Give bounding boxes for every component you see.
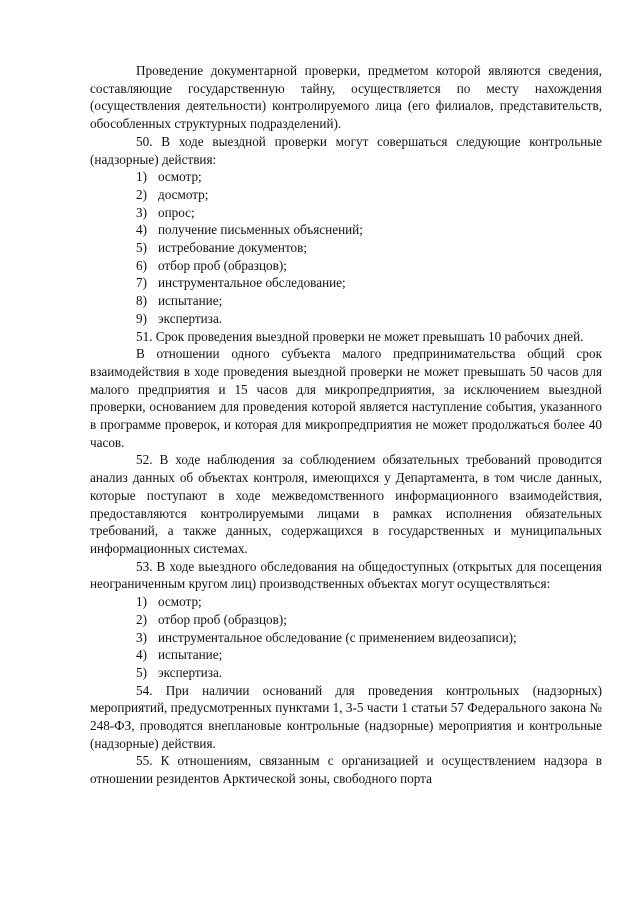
list-item [90, 168, 602, 186]
list-item-number: 2) [136, 611, 147, 627]
list-item [90, 292, 602, 310]
list-item [90, 239, 602, 257]
list-item-text: опрос; [158, 204, 195, 220]
list-item-number: 5) [136, 240, 147, 256]
list-item [90, 611, 602, 629]
list-item-text: истребование документов; [158, 240, 308, 256]
list-item [90, 629, 602, 647]
document-page [90, 62, 602, 788]
list-survey-actions [90, 593, 602, 682]
list-item-number: 7) [136, 275, 147, 291]
list-item-number: 2) [136, 186, 147, 202]
list-item-text: отбор проб (образцов); [158, 257, 287, 273]
list-item-text: осмотр; [158, 594, 202, 610]
list-item-text: испытание; [158, 647, 223, 663]
list-item-number: 9) [136, 310, 147, 326]
list-item [90, 204, 602, 222]
list-item-number: 8) [136, 293, 147, 309]
list-item-text: испытание; [158, 293, 223, 309]
list-item [90, 646, 602, 664]
paragraph-55: 55. К отношениям, связанным с организацией и осуществлением надзора в отношении резидентов Арктической зоны, свободного порта [90, 753, 602, 787]
list-item-number: 4) [136, 222, 147, 238]
paragraph-50: 50. В ходе выездной проверки могут совершаться следующие контрольные (надзорные) действия: [90, 133, 602, 167]
list-item [90, 274, 602, 292]
list-item-text: инструментальное обследование (с применением видеозаписи); [158, 629, 517, 645]
list-item-text: осмотр; [158, 169, 202, 185]
list-item-number: 1) [136, 169, 147, 185]
list-item-text: экспертиза. [158, 310, 223, 326]
list-item-text: отбор проб (образцов); [158, 611, 287, 627]
list-item [90, 186, 602, 204]
list-item-number: 3) [136, 204, 147, 220]
list-item-number: 4) [136, 647, 147, 663]
list-item [90, 664, 602, 682]
paragraph-51: 51. Срок проведения выездной проверки не может превышать 10 рабочих дней. [136, 328, 584, 344]
list-item-number: 5) [136, 664, 147, 680]
list-item-number: 6) [136, 257, 147, 273]
list-item [90, 310, 602, 328]
list-item [90, 593, 602, 611]
list-inspection-actions [90, 168, 602, 327]
list-item-text: досмотр; [158, 186, 209, 202]
paragraph-54: 54. При наличии оснований для проведения контрольных (надзорных) мероприятий, предусмотренных пунктами 1, 3-5 части 1 статьи 57 Федерального закона № 248-ФЗ, проводятся внеплановые контрольные (надзорные) мероприятия и контрольные (надзорные) действия. [90, 682, 602, 751]
list-item-text: экспертиза. [158, 664, 223, 680]
paragraph-small-business: В отношении одного субъекта малого предпринимательства общий срок взаимодействия в ходе проведения выездной проверки не может превышать 50 часов для малого предприятия и 15 часов для микропредприятия, за исключением выездной проверки, основанием для проведения которой является наступление события, указанного в программе проверок, и которая для микропредприятия не может продолжаться более 40 часов. [90, 346, 602, 450]
list-item-number: 1) [136, 594, 147, 610]
paragraph-53: 53. В ходе выездного обследования на общедоступных (открытых для посещения неограниченным кругом лиц) производственных объектах могут осуществляться: [90, 558, 602, 592]
paragraph-52: 52. В ходе наблюдения за соблюдением обязательных требований проводится анализ данных об объектах контроля, имеющихся у Департамента, в том числе данных, которые поступают в ходе межведомственного информационного взаимодействия, предоставляются контролируемыми лицами в рамках исполнения обязательных требований, а также данных, содержащихся в государственных и муниципальных информационных системах. [90, 452, 602, 556]
list-item-number: 3) [136, 629, 147, 645]
list-item-text: инструментальное обследование; [158, 275, 346, 291]
paragraph-state-secret: Проведение документарной проверки, предметом которой являются сведения, составляющие государственную тайну, осуществляется по месту нахождения (осуществления деятельности) контролируемого лица (его филиалов, представительств, обособленных структурных подразделений). [90, 63, 602, 132]
list-item-text: получение письменных объяснений; [158, 222, 363, 238]
list-item [90, 257, 602, 275]
list-item [90, 221, 602, 239]
